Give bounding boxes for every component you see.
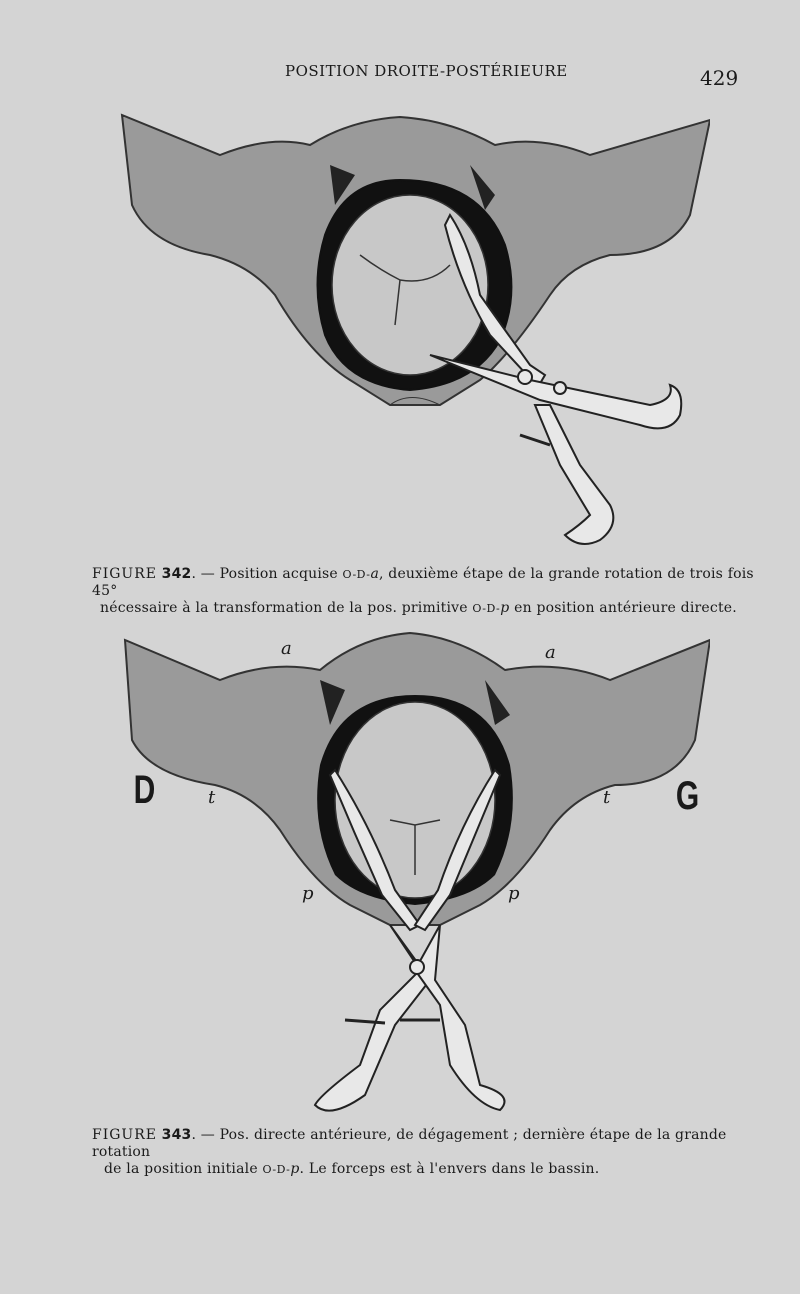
figure-342-label: FIGURE [92,566,157,582]
figure-342-illustration [110,105,710,555]
label-G: G [675,774,700,818]
figure-343-text-a: . — Pos. directe antérieure, de dégagement ; dernière étape de la grande rotation [92,1127,727,1160]
label-t-right: t [603,787,611,808]
figure-342-code2-italic: p [500,600,510,616]
figure-343-code: O-D- [262,1163,291,1176]
figure-343-label: FIGURE [92,1127,157,1143]
figure-342-code2: O-D- [472,602,501,615]
figure-342-caption [92,566,772,617]
label-a-left: a [281,638,292,659]
figure-342-text-c: nécessaire à la transformation de la pos. primitive [100,600,473,616]
page-number: 429 [700,66,739,90]
running-header: POSITION DROITE-POSTÉRIEURE [285,62,568,80]
figure-343-code-italic: p [290,1161,300,1177]
label-p-left: p [302,883,314,904]
figure-343-illustration [120,625,710,1120]
label-t-left: t [208,787,216,808]
label-a-right: a [545,642,556,663]
label-D: D [133,768,156,812]
figure-343-text-b: de la position initiale [104,1161,263,1177]
figure-342-text-b: , deuxième étape de la grande rotation de trois fois 45° [92,566,754,599]
figure-343-number: 343 [161,1127,192,1143]
figure-343-text-c: . Le forceps est à l'envers dans le bassin. [299,1161,600,1177]
figure-342-text-d: en position antérieure directe. [509,600,737,616]
figure-342-number: 342 [161,566,192,582]
figure-342-code1: O-D- [342,568,371,581]
figure-342-text-a: . — Position acquise [191,566,343,582]
label-p-right: p [508,883,520,904]
figure-342-code1-italic: a [370,566,379,582]
figure-343-caption [92,1127,772,1178]
